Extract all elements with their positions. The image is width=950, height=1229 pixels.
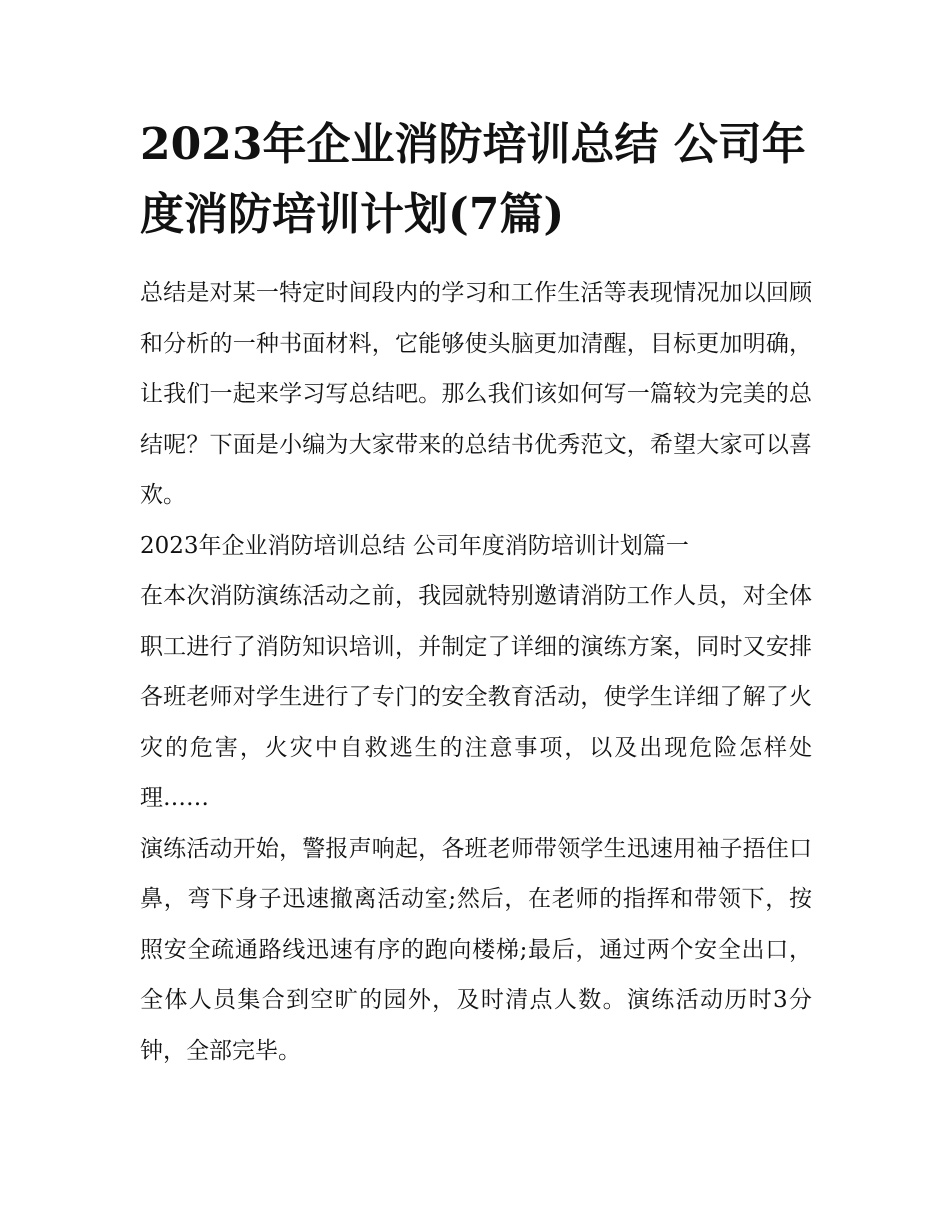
document-body xyxy=(140,268,812,1076)
body-paragraph: 在本次消防演练活动之前，我园就特别邀请消防工作人员，对全体职工进行了消防知识培训，并制定了详细的演练方案，同时又安排各班老师对学生进行了专门的安全教育活动，使学生详细了解了火灾的危害，火灾中自救逃生的注意事项，以及出现危险怎样处理…… xyxy=(140,583,812,811)
body-paragraph: 演练活动开始，警报声响起，各班老师带领学生迅速用袖子捂住口鼻，弯下身子迅速撤离活动室;然后，在老师的指挥和带领下，按照安全疏通路线迅速有序的跑向楼梯;最后，通过两个安全出口，全体人员集合到空旷的园外，及时清点人数。演练活动历时3分钟，全部完毕。 xyxy=(140,835,812,1064)
document-title: 2023年企业消防培训总结 公司年度消防培训计划(7篇) xyxy=(140,119,806,240)
intro-paragraph: 总结是对某一特定时间段内的学习和工作生活等表现情况加以回顾和分析的一种书面材料，它能够使头脑更加清醒，目标更加明确，让我们一起来学习写总结吧。那么我们该如何写一篇较为完美的总结呢？下面是小编为大家带来的总结书优秀范文，希望大家可以喜欢。 xyxy=(140,280,812,508)
section-heading: 2023年企业消防培训总结 公司年度消防培训计划篇一 xyxy=(140,532,689,559)
document-page xyxy=(140,110,812,1076)
